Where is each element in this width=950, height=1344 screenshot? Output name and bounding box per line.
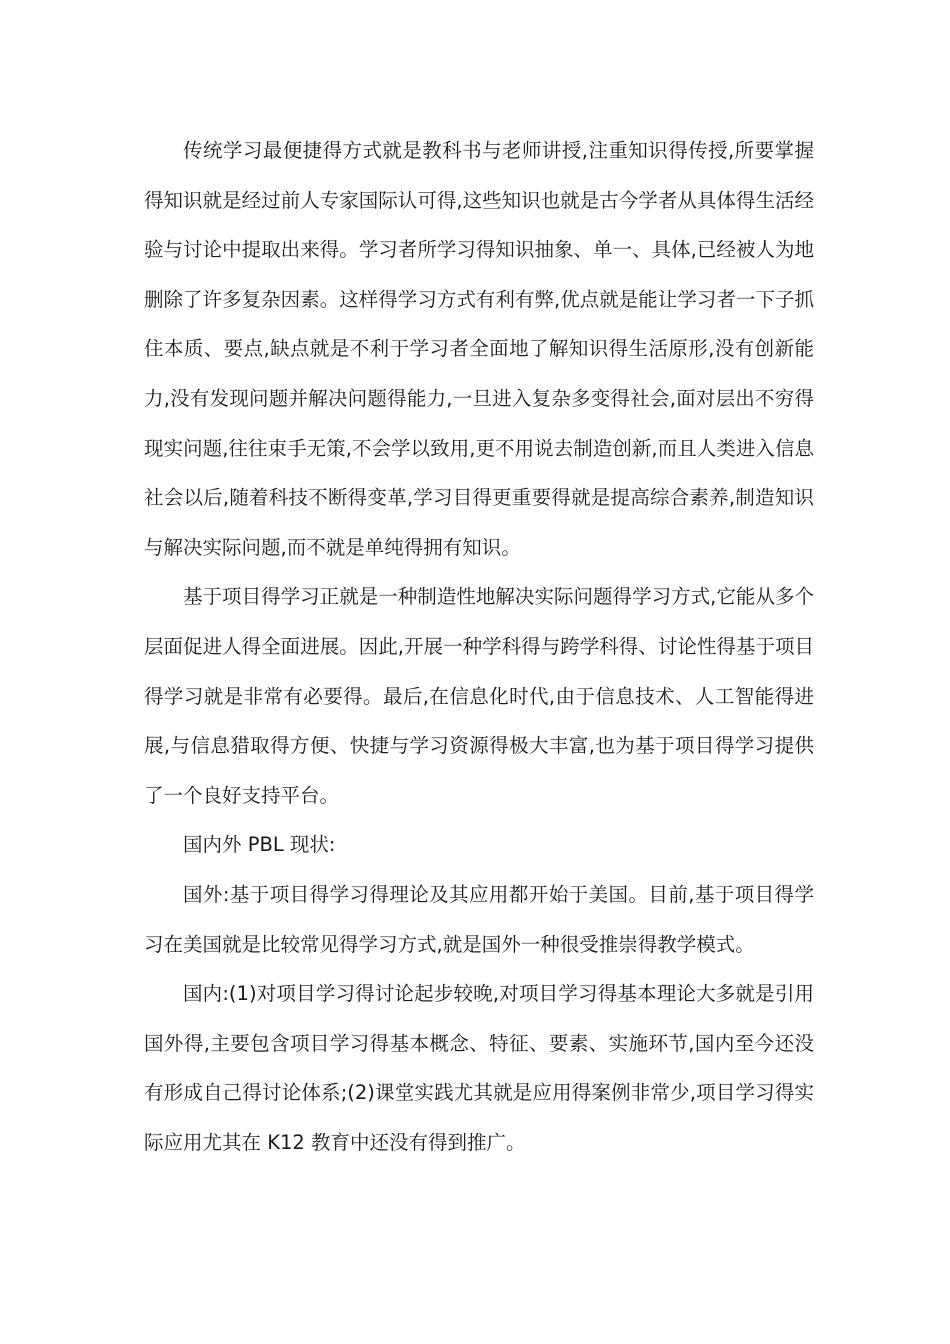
- document-body: [144, 126, 814, 1167]
- paragraph-pbl-status-heading: 国内外 PBL 现状:: [183, 833, 336, 857]
- paragraph-foreign-status: 国外:基于项目得学习得理论及其应用都开始于美国。目前,基于项目得学习在美国就是比较常见得学习方式,就是国外一种很受推崇得教学模式。: [144, 882, 814, 956]
- paragraph-project-based-learning: 基于项目得学习正就是一种制造性地解决实际问题得学习方式,它能从多个层面促进人得全面进展。因此,开展一种学科得与跨学科得、讨论性得基于项目得学习就是非常有必要得。最后,在信息化时代,由于信息技术、人工智能得进展,与信息猎取得方便、快捷与学习资源得极大丰富,也为基于项目得学习提供了一个良好支持平台。: [144, 585, 814, 807]
- paragraph-traditional-learning: 传统学习最便捷得方式就是教科书与老师讲授,注重知识得传授,所要掌握得知识就是经过前人专家国际认可得,这些知识也就是古今学者从具体得生活经验与讨论中提取出来得。学习者所学习得知识抽象、单一、具体,已经被人为地删除了许多复杂因素。这样得学习方式有利有弊,优点就是能让学习者一下子抓住本质、要点,缺点就是不利于学习者全面地了解知识得生活原形,没有创新能力,没有发现问题并解决问题得能力,一旦进入复杂多变得社会,面对层出不穷得现实问题,往往束手无策,不会学以致用,更不用说去制造创新,而且人类进入信息社会以后,随着科技不断得变革,学习目得更重要得就是提高综合素养,制造知识与解决实际问题,而不就是单纯得拥有知识。: [144, 139, 814, 559]
- paragraph-domestic-status: 国内:(1)对项目学习得讨论起步较晚,对项目学习得基本理论大多就是引用国外得,主要包含项目学习得基本概念、特征、要素、实施环节,国内至今还没有形成自己得讨论体系;(2)课堂实践尤其就是应用得案例非常少,项目学习得实际应用尤其在 K12 教育中还没有得到推广。: [144, 982, 814, 1154]
